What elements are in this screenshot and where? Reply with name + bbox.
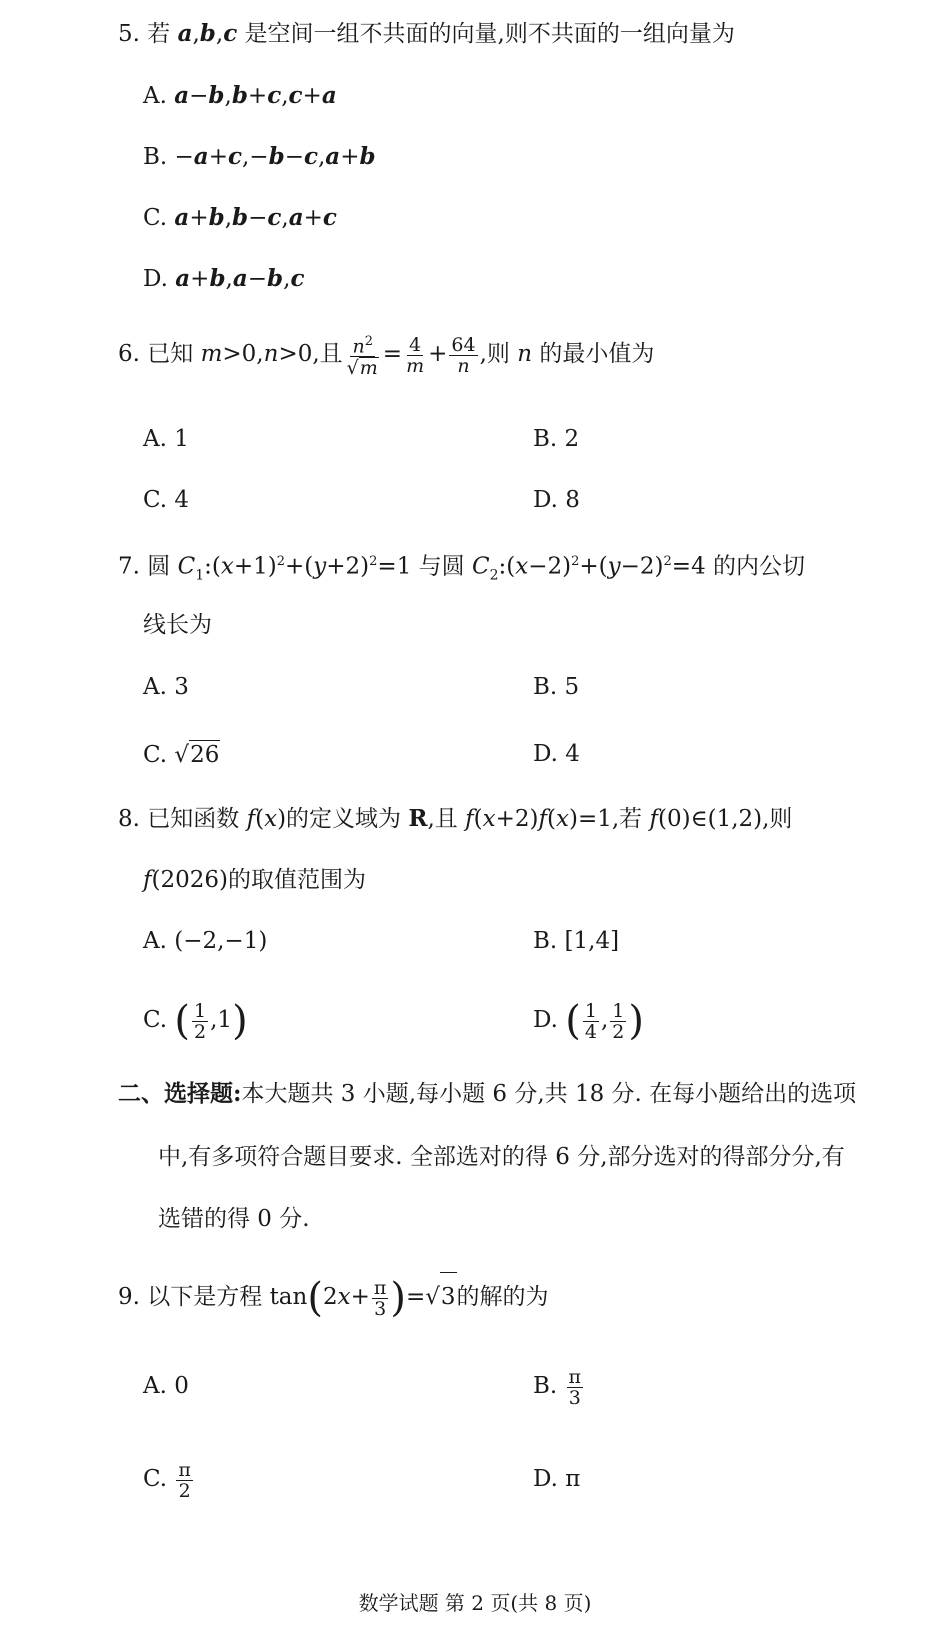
section2-line3: 选错的得 0 分. [158,1206,310,1232]
q7-stem-line2: 线长为 [143,612,212,638]
q6-option-b: B. 2 [533,426,580,452]
q6-fraction-1: $n^2$ √ m [346,333,378,380]
q5-stem: 5. 若 a,b,c 是空间一组不共面的向量,则不共面的一组向量为 [118,20,735,47]
q9-stem: 9. 以下是方程 tan(2x+ $\frac{\pi}{3}$ )=√ 3 的解的为 [118,1272,549,1321]
q6-option-d: D. 8 [533,487,580,513]
q5-option-b: B. −a+c,−b−c,a+b [143,143,376,170]
q7-option-c: C. √ 26 [143,742,220,768]
q8-stem-line2: f(2026)的取值范围为 [143,867,366,893]
q6-fraction-2: $\frac{4}{m}$ [406,333,425,377]
q8-option-c: C. ( $\frac{1}{2}$ ,1) [143,998,248,1044]
q5-option-d: D. a+b,a−b,c [143,265,305,292]
q9-option-b: B. $\frac{\pi}{3}$ [533,1365,582,1409]
q8-option-a: A. (−2,−1) [143,928,268,954]
q7-option-d: D. 4 [533,741,580,767]
q5-option-a: A. a−b,b+c,c+a [143,82,337,109]
q7-option-a: A. 3 [143,674,189,700]
q9-option-a: A. 0 [143,1373,189,1399]
section2-line2: 中,有多项符合题目要求. 全部选对的得 6 分,部分选对的得部分分,有 [158,1144,845,1170]
q8-option-b: B. [1,4] [533,928,620,954]
q8-stem-line1: 8. 已知函数 f(x)的定义域为 R,且 f(x+2)f(x)=1,若 f(0)∈(1,2),则 [118,805,793,832]
q8-option-d: D. ( $\frac{1}{4}$ , $\frac{1}{2}$ ) [533,998,644,1044]
q6-option-c: C. 4 [143,487,190,513]
q6-fraction-3: $\frac{64}{n}$ [451,333,476,377]
q5-option-c: C. a+b,b−c,a+c [143,204,337,231]
section2-line1: 二、选择题:本大题共 3 小题,每小题 6 分,共 18 分. 在每小题给出的选项 [118,1080,857,1107]
q7-option-b: B. 5 [533,674,580,700]
q6-option-a: A. 1 [143,426,189,452]
q6-stem: 6. 已知 m>0,n>0,且 $n^2$ √ m = $\frac{4}{m}$ + $\frac{64}{n}$ ,则 n 的最小值为 [118,333,655,380]
page-footer: 数学试题 第 2 页(共 8 页) [358,1591,592,1615]
q9-option-d: D. π [533,1466,581,1492]
q7-stem-line1: 7. 圆 $C_1:(x+1)^2+(y+2)^2=1$ 与圆 $C_2:(x-2)^2+(y-2)^2=4$ 的内公切 [118,553,806,584]
q9-option-c: C. $\frac{\pi}{2}$ [143,1458,191,1502]
